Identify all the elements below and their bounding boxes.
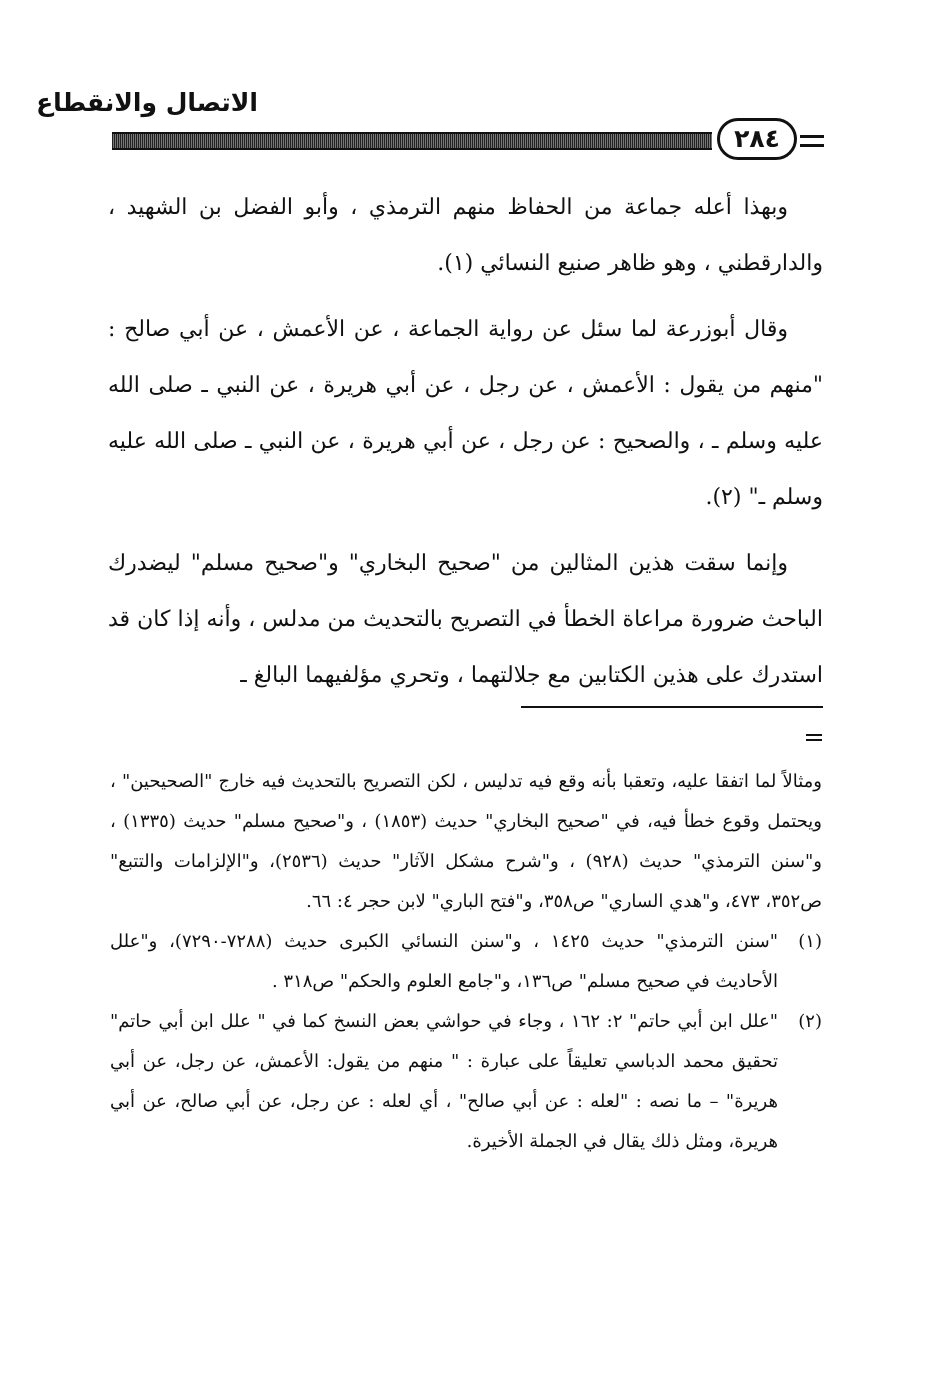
footnote-continuation-mark <box>806 734 822 736</box>
main-text <box>108 180 823 704</box>
paragraph: وقال أبوزرعة لما سئل عن رواية الجماعة ، عن الأعمش ، عن أبي صالح : "منهم من يقول : الأعمش ، عن رجل ، عن أبي هريرة ، عن النبي ـ صلى الله عليه وسلم ـ ، والصحيح : عن رجل ، عن أبي هريرة ، عن النبي ـ صلى الله عليه وسلم ـ" (٢). <box>108 317 823 510</box>
header-rule <box>112 132 712 150</box>
footnote-separator <box>521 706 823 708</box>
footnote-text: "سنن الترمذي" حديث ١٤٢٥ ، و"سنن النسائي الكبرى حديث (٧٢٨٨-٧٢٩٠)، و"علل الأحاديث في صحيح مسلم" ص١٣٦، و"جامع العلوم والحكم" ص٣١٨ . <box>110 931 779 992</box>
footnote-item <box>110 922 822 1002</box>
footnotes <box>110 762 822 1162</box>
footnote-number: (٢) <box>798 1011 822 1032</box>
footnote-item <box>110 1002 822 1162</box>
paragraph: وإنما سقت هذين المثالين من "صحيح البخاري" و"صحيح مسلم" ليضدرك الباحث ضرورة مراعاة الخطأ في التصريح بالتحديث من مدلس ، وأنه إذا كان قد استدرك على هذين الكتابين مع جلالتهما ، وتحري مؤلفيهما البالغ ـ <box>108 551 823 688</box>
footnote-number: (١) <box>798 931 822 952</box>
header-rule-end <box>800 135 824 147</box>
paragraph: وبهذا أعله جماعة من الحفاظ منهم الترمذي ، وأبو الفضل بن الشهيد ، والدارقطني ، وهو ظاهر صنيع النسائي (١). <box>108 195 823 276</box>
footnote-text: "علل ابن أبي حاتم" ٢: ١٦٢ ، وجاء في حواشي بعض النسخ كما في " علل ابن أبي حاتم" تحقيق محمد الدباسي تعليقاً على عبارة : " منهم من يقول: الأعمش، عن رجل، عن أبي هريرة" – ما نصه : "لعله : عن أبي صالح" ، أي لعله : عن رجل، عن أبي صالح، عن أبي هريرة، ومثل ذلك يقال في الجملة الأخيرة. <box>110 1011 778 1152</box>
page-number: ٢٨٤ <box>717 118 797 160</box>
running-title: الاتصال والانقطاع <box>36 88 258 117</box>
footnote-continuation: ومثالاً لما اتفقا عليه، وتعقبا بأنه وقع فيه تدليس ، لكن التصريح بالتحديث فيه خارج "الصحيحين" ، ويحتمل وقوع خطأ فيه، في "صحيح البخاري" حديث (١٨٥٣) ، و"صحيح مسلم" حديث (١٣٣٥) ، و"سنن الترمذي" حديث (٩٢٨) ، و"شرح مشكل الآثار" حديث (٢٥٣٦)، و"الإلزامات والتتبع" ص٣٥٢، ٤٧٣، و"هدي الساري" ص٣٥٨، و"فتح الباري" لابن حجر ٤: ٦٦. <box>110 771 822 912</box>
